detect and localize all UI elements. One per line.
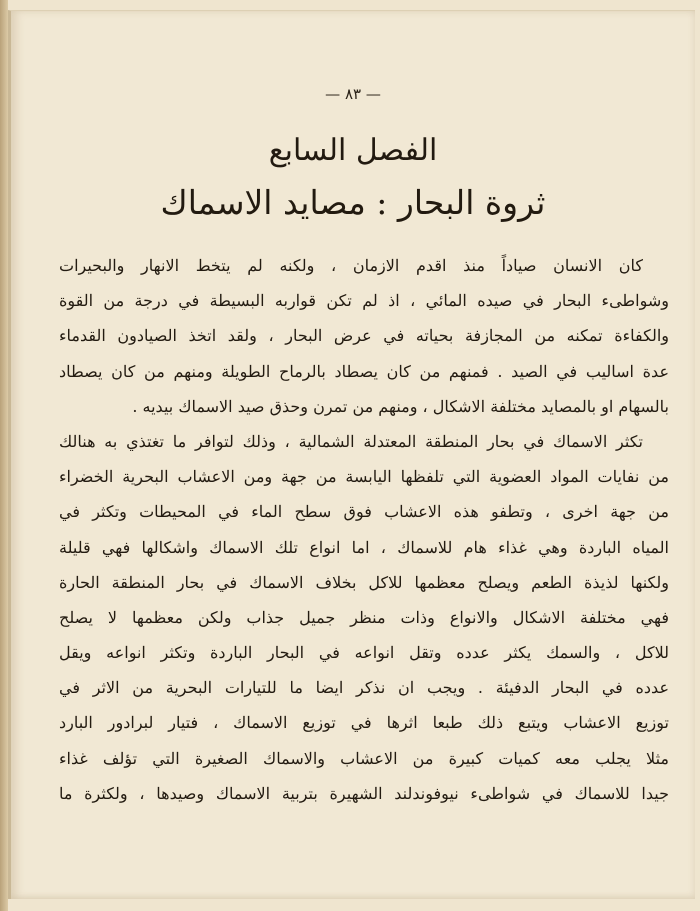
text-line: من نفايات المواد العضوية التي تلفظها اليابسة من جهة ومن الاعشاب البحرية الخضراء — [59, 467, 669, 487]
text-line: والكفاءة تمكنه من المجازفة بحياته في عرض البحار ، ولقد اتخذ الصيادون القدماء — [59, 326, 669, 346]
page-number: — ٨٣ — — [325, 85, 381, 103]
page-binding-edge — [0, 0, 8, 911]
text-line: للاكل ، والسمك يكثر عدده وتقل انواعه في البحار الباردة وتكثر انواعه ويقل — [59, 643, 669, 663]
text-line: من جهة اخرى ، وتطفو هذه الاعشاب فوق سطح الماء في المحيطات وتكثر في — [59, 502, 669, 522]
text-line: عدة اساليب في الصيد . فمنهم من كان يصطاد بالرماح الطويلة ومنهم من كان يصطاد — [59, 361, 669, 381]
page-sheet — [8, 10, 695, 899]
text-line: مثلا يجلب معه كميات كبيرة من الاعشاب والاسماك الصغيرة التي تؤلف غذاء — [59, 748, 669, 768]
text-line: فهي مختلفة الاشكال والانواع وذات منظر جميل جذاب ولكن معظمها لا يصلح — [59, 607, 669, 627]
body-text — [59, 248, 669, 811]
text-line: عدده في البحار الدفيئة . ويجب ان نذكر ايضا ما للتيارات البحرية من الاثر في — [59, 678, 669, 698]
text-line: توزيع الاعشاب ويتبع ذلك طبعا اثرها في توزيع الاسماك ، فتيار لبرادور البارد — [59, 713, 669, 733]
text-line: وشواطىء البحار في صيده المائي ، اذ لم تكن قواربه البسيطة في درجة من القوة — [59, 291, 669, 311]
text-line: ولكنها لذيذة الطعم ويصلح معظمها للاكل بخلاف الاسماك في بحار المنطقة الحارة — [59, 572, 669, 592]
text-line: تكثر الاسماك في بحار المنطقة المعتدلة الشمالية ، وذلك لتوافر ما تغتذي به هنالك — [59, 431, 643, 451]
chapter-title: الفصل السابع — [268, 133, 438, 168]
text-line: المياه الباردة وهي غذاء هام للاسماك ، اما انواع تلك الاسماك واشكالها فهي قليلة — [59, 537, 669, 557]
text-line: كان الانسان صياداً منذ اقدم الازمان ، ولكنه لم يتخط الانهار والبحيرات — [59, 256, 643, 275]
text-line: بالسهام او بالمصايد مختلفة الاشكال ، ومنهم من تمرن وحذق صيد الاسماك بيديه . — [132, 396, 669, 416]
chapter-subtitle: ثروة البحار : مصايد الاسماك — [160, 183, 546, 222]
text-line: جيدا للاسماك في شواطىء نيوفوندلند الشهيرة بتربية الاسماك وصيدها ، ولكثرة ما — [59, 783, 669, 803]
